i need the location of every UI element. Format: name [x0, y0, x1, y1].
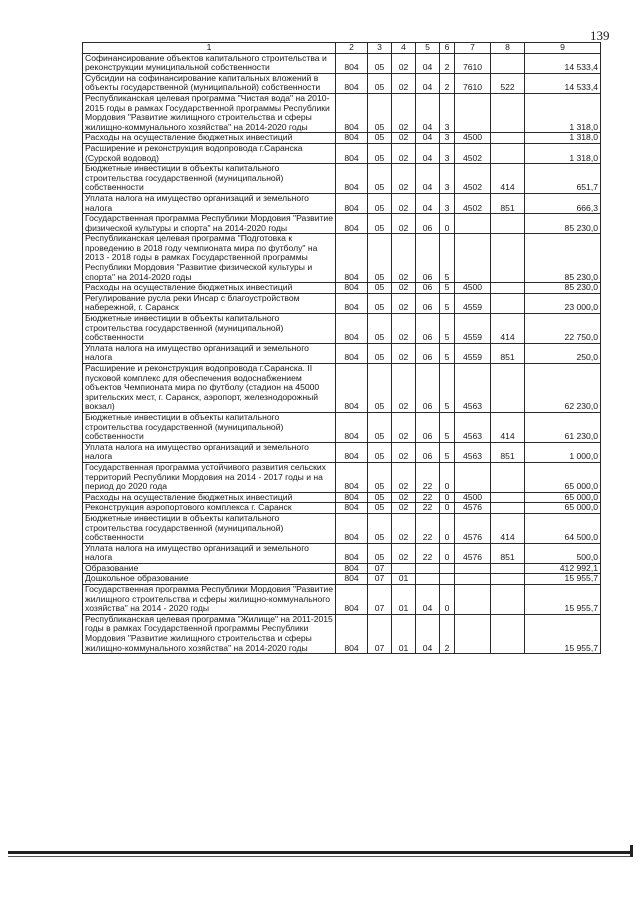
- cell-admin-code: 804: [336, 364, 368, 413]
- cell-expense-type: 851: [491, 543, 525, 563]
- cell-name: Республиканская целевая программа "Чистая вода" на 2010-2015 годы в рамках Государственной программы Республики Мордовия "Развитие жилищного строительства и сферы жилищно-коммунального хозяйства" на 2014-2020 годы: [83, 93, 336, 132]
- cell-amount: 250,0: [525, 343, 601, 363]
- cell-subsection: 02: [392, 164, 416, 194]
- cell-program: 04: [416, 53, 440, 73]
- cell-amount: 65 000,0: [525, 492, 601, 503]
- table-row: [83, 364, 601, 413]
- cell-target-item: 4563: [455, 442, 491, 462]
- cell-target-item: [455, 563, 491, 574]
- cell-expense-type: 414: [491, 412, 525, 442]
- cell-target-item: 4559: [455, 343, 491, 363]
- cell-expense-type: [491, 614, 525, 653]
- cell-section: 05: [368, 343, 392, 363]
- cell-section: 05: [368, 293, 392, 313]
- cell-admin-code: 804: [336, 543, 368, 563]
- cell-subprogram: 3: [440, 164, 455, 194]
- cell-subprogram: 5: [440, 364, 455, 413]
- cell-name: Уплата налога на имущество организаций и земельного налога: [83, 543, 336, 563]
- cell-subprogram: 5: [440, 293, 455, 313]
- cell-expense-type: [491, 53, 525, 73]
- cell-subprogram: 2: [440, 614, 455, 653]
- cell-admin-code: 804: [336, 343, 368, 363]
- table-row: [83, 293, 601, 313]
- cell-amount: 651,7: [525, 164, 601, 194]
- table-row: [83, 93, 601, 132]
- cell-subsection: 02: [392, 442, 416, 462]
- cell-amount: 14 533,4: [525, 53, 601, 73]
- footer-rule-thin: [8, 856, 632, 857]
- cell-section: 05: [368, 503, 392, 514]
- cell-name: Дошкольное образование: [83, 574, 336, 585]
- cell-expense-type: 851: [491, 193, 525, 213]
- cell-name: Бюджетные инвестиции в объекты капитального строительства государственной (муниципальной) собственности: [83, 513, 336, 543]
- cell-subprogram: 0: [440, 503, 455, 514]
- cell-subsection: 02: [392, 73, 416, 93]
- cell-expense-type: [491, 574, 525, 585]
- cell-target-item: 4576: [455, 543, 491, 563]
- cell-section: 05: [368, 143, 392, 163]
- footer-rule: [8, 851, 632, 854]
- cell-subsection: 01: [392, 574, 416, 585]
- table-row: [83, 585, 601, 615]
- cell-subsection: 01: [392, 585, 416, 615]
- table-row: [83, 164, 601, 194]
- cell-name: Расходы на осуществление бюджетных инвестиций: [83, 283, 336, 294]
- cell-program: 06: [416, 283, 440, 294]
- cell-program: 06: [416, 293, 440, 313]
- table-row: [83, 314, 601, 344]
- cell-program: 04: [416, 93, 440, 132]
- cell-admin-code: 804: [336, 143, 368, 163]
- cell-amount: 61 230,0: [525, 412, 601, 442]
- cell-amount: 500,0: [525, 543, 601, 563]
- cell-name: Государственная программа Республики Мордовия "Развитие физической культуры и спорта" на 2014-2020 годы: [83, 214, 336, 234]
- table-row: [83, 73, 601, 93]
- table-row: [83, 133, 601, 144]
- cell-name: Уплата налога на имущество организаций и земельного налога: [83, 193, 336, 213]
- cell-name: Республиканская целевая программа "Подготовка к проведению в 2018 году чемпионата мира по футболу" на 2013 - 2018 годы в рамках Государственной программы Республики Мордовия "Развитие физической культуры и спорта" на 2014-2020 годы: [83, 234, 336, 283]
- cell-expense-type: [491, 283, 525, 294]
- header-cell: 6: [440, 43, 455, 54]
- cell-section: 05: [368, 164, 392, 194]
- cell-subsection: 02: [392, 234, 416, 283]
- cell-subprogram: 0: [440, 214, 455, 234]
- cell-subsection: 02: [392, 133, 416, 144]
- cell-admin-code: 804: [336, 614, 368, 653]
- cell-target-item: 4500: [455, 133, 491, 144]
- header-cell: 5: [416, 43, 440, 54]
- cell-program: 06: [416, 343, 440, 363]
- cell-admin-code: 804: [336, 283, 368, 294]
- cell-subsection: 02: [392, 513, 416, 543]
- cell-program: 06: [416, 314, 440, 344]
- table-row: [83, 143, 601, 163]
- cell-target-item: 4502: [455, 143, 491, 163]
- cell-subsection: 02: [392, 53, 416, 73]
- cell-subprogram: 5: [440, 442, 455, 462]
- cell-section: 05: [368, 314, 392, 344]
- cell-subsection: 02: [392, 412, 416, 442]
- cell-section: 07: [368, 585, 392, 615]
- cell-admin-code: 804: [336, 574, 368, 585]
- cell-section: 05: [368, 364, 392, 413]
- cell-program: 06: [416, 412, 440, 442]
- cell-amount: 1 000,0: [525, 442, 601, 462]
- cell-admin-code: 804: [336, 164, 368, 194]
- cell-admin-code: 804: [336, 462, 368, 492]
- cell-subprogram: [440, 574, 455, 585]
- header-cell: 4: [392, 43, 416, 54]
- cell-amount: 412 992,1: [525, 563, 601, 574]
- cell-amount: 14 533,4: [525, 73, 601, 93]
- cell-name: Расходы на осуществление бюджетных инвестиций: [83, 133, 336, 144]
- cell-amount: 1 318,0: [525, 93, 601, 132]
- cell-amount: 65 000,0: [525, 462, 601, 492]
- cell-program: 06: [416, 364, 440, 413]
- cell-amount: 85 230,0: [525, 214, 601, 234]
- cell-amount: 64 500,0: [525, 513, 601, 543]
- cell-admin-code: 804: [336, 214, 368, 234]
- cell-subprogram: 3: [440, 143, 455, 163]
- table-row: [83, 442, 601, 462]
- cell-subsection: 02: [392, 492, 416, 503]
- cell-subprogram: 5: [440, 412, 455, 442]
- table-row: [83, 214, 601, 234]
- cell-subprogram: 0: [440, 513, 455, 543]
- cell-subsection: 02: [392, 314, 416, 344]
- cell-subprogram: 5: [440, 234, 455, 283]
- cell-expense-type: 851: [491, 343, 525, 363]
- page-number: 139: [590, 28, 610, 43]
- cell-admin-code: 804: [336, 293, 368, 313]
- cell-subprogram: 0: [440, 543, 455, 563]
- cell-subsection: 02: [392, 93, 416, 132]
- header-cell: 9: [525, 43, 601, 54]
- cell-target-item: [455, 574, 491, 585]
- table-row: [83, 412, 601, 442]
- cell-subsection: [392, 563, 416, 574]
- cell-admin-code: 804: [336, 563, 368, 574]
- cell-target-item: 7610: [455, 73, 491, 93]
- cell-section: 05: [368, 412, 392, 442]
- table-row: [83, 193, 601, 213]
- cell-subsection: 02: [392, 543, 416, 563]
- cell-expense-type: 414: [491, 164, 525, 194]
- cell-name: Государственная программа устойчивого развития сельских территорий Республики Мордовия на 2014 - 2017 годы и на период до 2020 года: [83, 462, 336, 492]
- cell-section: 05: [368, 513, 392, 543]
- cell-section: 05: [368, 543, 392, 563]
- cell-expense-type: 414: [491, 314, 525, 344]
- cell-name: Бюджетные инвестиции в объекты капитального строительства государственной (муниципальной) собственности: [83, 164, 336, 194]
- cell-program: 22: [416, 513, 440, 543]
- cell-subsection: 01: [392, 614, 416, 653]
- cell-program: 04: [416, 164, 440, 194]
- cell-section: 05: [368, 234, 392, 283]
- cell-amount: 15 955,7: [525, 585, 601, 615]
- cell-amount: 1 318,0: [525, 143, 601, 163]
- cell-amount: 23 000,0: [525, 293, 601, 313]
- header-cell: 2: [336, 43, 368, 54]
- cell-name: Реконструкция аэропортового комплекса г. Саранск: [83, 503, 336, 514]
- cell-program: 06: [416, 234, 440, 283]
- cell-expense-type: [491, 462, 525, 492]
- cell-expense-type: [491, 492, 525, 503]
- cell-section: 05: [368, 462, 392, 492]
- cell-expense-type: [491, 133, 525, 144]
- cell-admin-code: 804: [336, 93, 368, 132]
- cell-expense-type: [491, 93, 525, 132]
- table-row: [83, 614, 601, 653]
- cell-program: [416, 563, 440, 574]
- header-cell: 1: [83, 43, 336, 54]
- cell-subprogram: 0: [440, 585, 455, 615]
- table-row: [83, 343, 601, 363]
- cell-admin-code: 804: [336, 412, 368, 442]
- cell-target-item: 4559: [455, 314, 491, 344]
- cell-program: 04: [416, 133, 440, 144]
- scan-edge-mark: [630, 845, 633, 857]
- cell-section: 05: [368, 73, 392, 93]
- table-row: [83, 503, 601, 514]
- cell-program: 06: [416, 442, 440, 462]
- cell-admin-code: 804: [336, 513, 368, 543]
- cell-subsection: 02: [392, 364, 416, 413]
- cell-amount: 15 955,7: [525, 574, 601, 585]
- cell-admin-code: 804: [336, 193, 368, 213]
- cell-target-item: 4563: [455, 364, 491, 413]
- cell-section: 05: [368, 492, 392, 503]
- cell-admin-code: 804: [336, 492, 368, 503]
- cell-subprogram: 2: [440, 73, 455, 93]
- cell-amount: 85 230,0: [525, 234, 601, 283]
- cell-target-item: [455, 614, 491, 653]
- cell-program: 22: [416, 492, 440, 503]
- cell-expense-type: [491, 364, 525, 413]
- cell-subprogram: 5: [440, 314, 455, 344]
- cell-target-item: [455, 214, 491, 234]
- cell-target-item: [455, 93, 491, 132]
- table-row: [83, 53, 601, 73]
- cell-subsection: 02: [392, 293, 416, 313]
- cell-expense-type: [491, 143, 525, 163]
- cell-program: 04: [416, 193, 440, 213]
- header-cell: 7: [455, 43, 491, 54]
- cell-admin-code: 804: [336, 314, 368, 344]
- cell-name: Образование: [83, 563, 336, 574]
- cell-section: 07: [368, 563, 392, 574]
- cell-admin-code: 804: [336, 234, 368, 283]
- cell-section: 05: [368, 93, 392, 132]
- cell-expense-type: [491, 214, 525, 234]
- cell-program: 04: [416, 614, 440, 653]
- cell-subprogram: 0: [440, 492, 455, 503]
- cell-expense-type: 414: [491, 513, 525, 543]
- cell-amount: 85 230,0: [525, 283, 601, 294]
- cell-target-item: 4563: [455, 412, 491, 442]
- cell-subprogram: 3: [440, 93, 455, 132]
- cell-subprogram: 3: [440, 193, 455, 213]
- cell-admin-code: 804: [336, 133, 368, 144]
- table-row: [83, 283, 601, 294]
- cell-amount: 62 230,0: [525, 364, 601, 413]
- cell-name: Уплата налога на имущество организаций и земельного налога: [83, 442, 336, 462]
- cell-admin-code: 804: [336, 503, 368, 514]
- cell-name: Государственная программа Республики Мордовия "Развитие жилищного строительства и сферы жилищно-коммунального хозяйства" на 2014 - 2020 годы: [83, 585, 336, 615]
- cell-subprogram: 3: [440, 133, 455, 144]
- cell-target-item: 4559: [455, 293, 491, 313]
- table-row: [83, 513, 601, 543]
- cell-name: Расширение и реконструкция водопровода г.Саранска (Сурской водовод): [83, 143, 336, 163]
- cell-subsection: 02: [392, 214, 416, 234]
- cell-program: 04: [416, 73, 440, 93]
- cell-admin-code: 804: [336, 442, 368, 462]
- cell-target-item: 7610: [455, 53, 491, 73]
- cell-program: 22: [416, 462, 440, 492]
- cell-section: 07: [368, 614, 392, 653]
- cell-amount: 666,3: [525, 193, 601, 213]
- cell-admin-code: 804: [336, 585, 368, 615]
- cell-amount: 1 318,0: [525, 133, 601, 144]
- table-row: [83, 234, 601, 283]
- cell-expense-type: [491, 585, 525, 615]
- cell-name: Софинансирование объектов капитального строительства и реконструкции муниципальной собственности: [83, 53, 336, 73]
- cell-name: Уплата налога на имущество организаций и земельного налога: [83, 343, 336, 363]
- cell-expense-type: [491, 234, 525, 283]
- cell-amount: 22 750,0: [525, 314, 601, 344]
- cell-subsection: 02: [392, 343, 416, 363]
- cell-name: Расширение и реконструкция водопровода г.Саранска. II пусковой комплекс для обеспечения водоснабжением объектов Чемпионата мира по футболу (стадион на 45000 зрительских мест, г. Саранск, аэропорт, железнодорожный вокзал): [83, 364, 336, 413]
- table-row: [83, 462, 601, 492]
- cell-subsection: 02: [392, 283, 416, 294]
- header-cell: 3: [368, 43, 392, 54]
- cell-target-item: 4502: [455, 193, 491, 213]
- table-body: [83, 43, 601, 654]
- cell-amount: 65 000,0: [525, 503, 601, 514]
- cell-name: Республиканская целевая программа "Жилище" на 2011-2015 годы в рамках Государственной программы Республики Мордовия "Развитие жилищного строительства и сферы жилищно-коммунального хозяйства" на 2014-2020 годы: [83, 614, 336, 653]
- table-row: [83, 574, 601, 585]
- cell-name: Регулирование русла реки Инсар с благоустройством набережной, г. Саранск: [83, 293, 336, 313]
- cell-section: 05: [368, 214, 392, 234]
- cell-expense-type: [491, 293, 525, 313]
- cell-expense-type: 522: [491, 73, 525, 93]
- cell-program: 22: [416, 503, 440, 514]
- cell-section: 05: [368, 53, 392, 73]
- table-row: [83, 563, 601, 574]
- cell-name: Расходы на осуществление бюджетных инвестиций: [83, 492, 336, 503]
- cell-name: Бюджетные инвестиции в объекты капитального строительства государственной (муниципальной) собственности: [83, 412, 336, 442]
- cell-section: 05: [368, 283, 392, 294]
- cell-subsection: 02: [392, 143, 416, 163]
- cell-section: 05: [368, 193, 392, 213]
- cell-target-item: 4576: [455, 503, 491, 514]
- cell-section: 05: [368, 442, 392, 462]
- cell-expense-type: [491, 563, 525, 574]
- cell-program: 22: [416, 543, 440, 563]
- cell-subprogram: 5: [440, 343, 455, 363]
- cell-target-item: 4576: [455, 513, 491, 543]
- cell-target-item: [455, 585, 491, 615]
- cell-amount: 15 955,7: [525, 614, 601, 653]
- cell-subprogram: 0: [440, 462, 455, 492]
- cell-target-item: 4500: [455, 283, 491, 294]
- table-row: [83, 543, 601, 563]
- cell-subsection: 02: [392, 193, 416, 213]
- cell-program: 06: [416, 214, 440, 234]
- cell-program: [416, 574, 440, 585]
- cell-target-item: 4502: [455, 164, 491, 194]
- cell-target-item: [455, 462, 491, 492]
- cell-target-item: 4500: [455, 492, 491, 503]
- cell-name: Бюджетные инвестиции в объекты капитального строительства государственной (муниципальной) собственности: [83, 314, 336, 344]
- cell-subprogram: 5: [440, 283, 455, 294]
- budget-table: [82, 42, 601, 654]
- cell-program: 04: [416, 585, 440, 615]
- cell-program: 04: [416, 143, 440, 163]
- cell-section: 07: [368, 574, 392, 585]
- table-row: [83, 492, 601, 503]
- table-header-row: [83, 43, 601, 54]
- cell-subprogram: [440, 563, 455, 574]
- cell-name: Субсидии на софинансирование капитальных вложений в объекты государственной (муниципальной) собственности: [83, 73, 336, 93]
- cell-admin-code: 804: [336, 53, 368, 73]
- cell-subsection: 02: [392, 503, 416, 514]
- cell-expense-type: 851: [491, 442, 525, 462]
- cell-section: 05: [368, 133, 392, 144]
- cell-admin-code: 804: [336, 73, 368, 93]
- cell-expense-type: [491, 503, 525, 514]
- cell-target-item: [455, 234, 491, 283]
- header-cell: 8: [491, 43, 525, 54]
- cell-subsection: 02: [392, 462, 416, 492]
- cell-subprogram: 2: [440, 53, 455, 73]
